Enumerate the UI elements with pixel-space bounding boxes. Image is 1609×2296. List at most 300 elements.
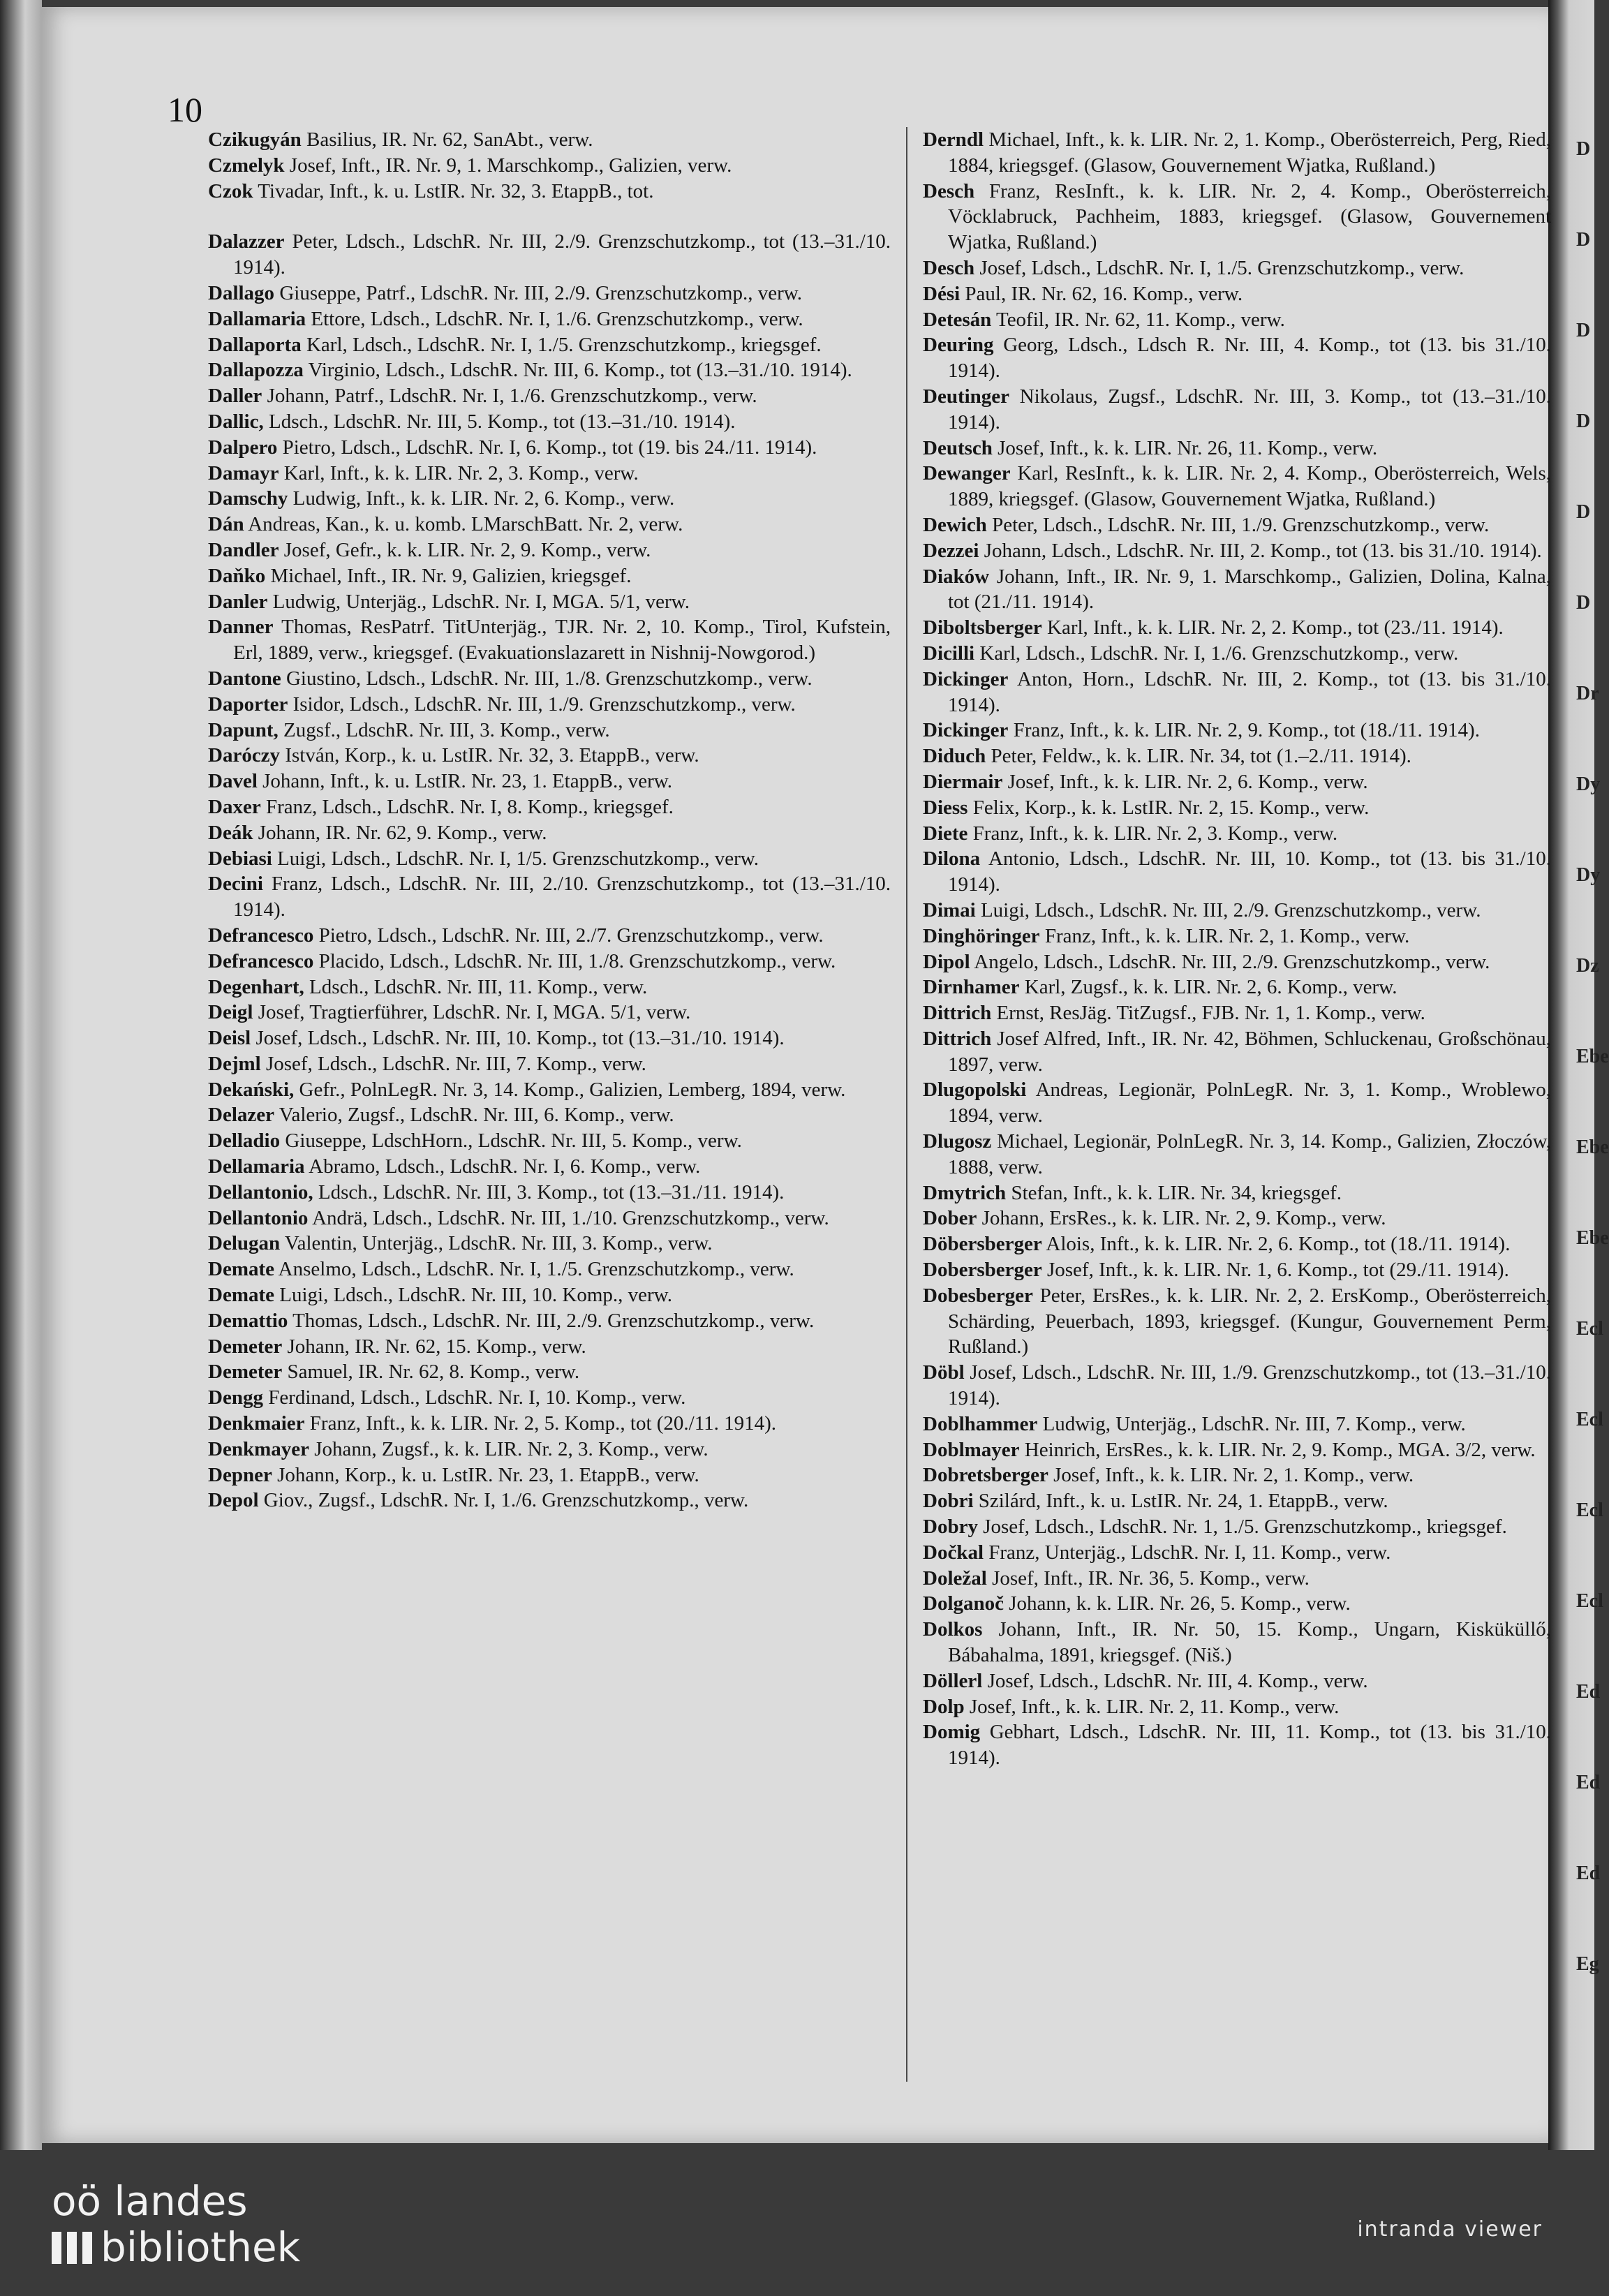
entry-surname: Defrancesco [208,924,314,947]
entry-surname: Diduch [923,745,986,768]
entry-details: Ernst, ResJäg. TitZugsf., FJB. Nr. 1, 1. Komp., verw. [996,1002,1425,1025]
entry-details: Johann, k. k. LIR. Nr. 26, 5. Komp., verw. [1009,1592,1351,1615]
list-entry [208,563,891,589]
entry-details: István, Korp., k. u. LstIR. Nr. 32, 3. EtappB., verw. [285,744,699,767]
list-entry [923,743,1551,769]
list-entry [923,667,1551,718]
entry-details: Josef, Inft., k. k. LIR. Nr. 26, 11. Komp., verw. [998,436,1378,459]
entry-details: Josef, Inft., IR. Nr. 9, 1. Marschkomp., Galizien, verw. [289,154,732,177]
list-entry [923,898,1551,924]
entry-details: Basilius, IR. Nr. 62, SanAbt., verw. [306,128,593,151]
entry-details: Samuel, IR. Nr. 62, 8. Komp., verw. [287,1361,580,1384]
next-page-fragment: D [1576,592,1591,614]
entry-details: Anton, Horn., LdschR. Nr. III, 2. Komp., tot (13. bis 31./10. 1914). [948,667,1551,716]
entry-details: Michael, Legionär, PolnLegR. Nr. 3, 14. Komp., Galizien, Złoczów, 1888, verw. [948,1130,1551,1178]
entry-details: Franz, Inft., k. k. LIR. Nr. 2, 1. Komp., verw. [1044,924,1410,947]
list-entry [923,1412,1551,1437]
next-page-fragment: Ed [1576,1862,1601,1884]
list-entry [923,924,1551,949]
entry-surname: Doležal [923,1567,987,1590]
next-page-fragment: Ed [1576,1681,1601,1703]
entry-details: Gebhart, Ldsch., LdschR. Nr. III, 11. Komp., tot (13. bis 31./10. 1914). [948,1721,1551,1770]
entry-details: Karl, Inft., k. k. LIR. Nr. 2, 3. Komp., verw. [283,461,639,484]
entry-surname: Desch [923,256,975,279]
entry-surname: Dirnhamer [923,976,1020,999]
entry-surname: Davel [208,770,258,793]
page-number: 10 [168,90,202,129]
next-page-fragment: Dy [1576,864,1601,886]
next-page-fragment: Ecl [1576,1590,1603,1612]
entry-details: Teofil, IR. Nr. 62, 11. Komp., verw. [996,308,1285,331]
entry-surname: Dmytrich [923,1181,1007,1204]
list-entry [208,769,891,794]
entry-surname: Demattio [208,1309,288,1332]
entry-details: Josef, Inft., k. k. LIR. Nr. 2, 11. Komp., verw. [969,1695,1340,1718]
entry-surname: Depner [208,1463,272,1486]
entry-details: Michael, Inft., k. k. LIR. Nr. 2, 1. Komp., Oberösterreich, Perg, Ried, 1884, kriegsgef. (Glasow, Gouvernement Wjatka, Rußland.) [948,128,1551,177]
list-entry [923,846,1551,898]
list-entry [208,229,891,281]
entry-details: Thomas, Ldsch., LdschR. Nr. III, 2./9. Grenzschutzkomp., verw. [292,1309,815,1332]
next-page-fragment: Ecl [1576,1499,1603,1521]
entry-surname: Dobri [923,1490,974,1513]
list-entry [923,1694,1551,1720]
entry-surname: Czikugyán [208,128,302,151]
entry-details: Pietro, Ldsch., LdschR. Nr. I, 6. Komp., tot (19. bis 24./11. 1914). [282,436,817,459]
entry-surname: Depol [208,1489,259,1512]
entry-details: Luigi, Ldsch., LdschR. Nr. III, 2./9. Grenzschutzkomp., verw. [980,898,1481,921]
list-entry [923,281,1551,307]
list-entry [923,1617,1551,1668]
next-page-fragment: D [1576,229,1591,251]
viewer-brand-label: intranda viewer [1357,2217,1543,2242]
entry-details: Nikolaus, Zugsf., LdschR. Nr. III, 3. Komp., tot (13.–31./10. 1914). [948,385,1552,434]
entry-surname: Dočkal [923,1541,984,1564]
entry-surname: Denkmaier [208,1412,305,1435]
entry-surname: Domig [923,1721,981,1744]
list-entry [923,1360,1551,1412]
list-entry [208,692,891,718]
entry-surname: Czok [208,179,253,202]
next-page-fragment: D [1576,501,1591,523]
book-spine-edge [0,0,42,2150]
right-column [923,127,1551,2096]
next-page-fragment: Ebe [1576,1046,1609,1067]
list-entry [208,846,891,872]
list-entry [208,409,891,435]
list-entry [923,538,1551,564]
entry-details: Johann, Zugsf., k. k. LIR. Nr. 2, 3. Komp., verw. [314,1437,709,1460]
list-entry [923,255,1551,281]
entry-details: Andreas, Kan., k. u. komb. LMarschBatt. Nr. 2, verw. [248,513,683,536]
entry-details: Placido, Ldsch., LdschR. Nr. III, 1./8. Grenzschutzkomp., verw. [318,949,836,972]
entry-surname: Dittrich [923,1002,992,1025]
entry-details: Giuseppe, Patrf., LdschR. Nr. III, 2./9. Grenzschutzkomp., verw. [279,281,803,304]
list-entry [923,332,1551,384]
list-entry [208,1462,891,1488]
list-entry [923,975,1551,1000]
list-entry [208,1102,891,1128]
entry-details: Tivadar, Inft., k. u. LstIR. Nr. 32, 3. EtappB., tot. [258,179,654,202]
list-entry [923,1437,1551,1463]
entry-surname: Delugan [208,1232,281,1255]
list-entry [208,1231,891,1257]
list-entry [208,357,891,383]
next-page-fragment: Ed [1576,1772,1601,1793]
logo-line-2 [52,2224,300,2270]
list-entry [208,1128,891,1154]
entry-surname: Dobretsberger [923,1464,1048,1487]
entry-surname: Derndl [923,128,984,151]
entry-surname: Dolkos [923,1618,983,1641]
entry-surname: Dolganoč [923,1592,1004,1615]
entry-details: Giuseppe, LdschHorn., LdschR. Nr. III, 5. Komp., verw. [285,1130,742,1153]
list-entry [923,1026,1551,1078]
list-entry [923,461,1551,512]
entry-details: Peter, Feldw., k. k. LIR. Nr. 34, tot (1.–2./11. 1914). [991,745,1411,768]
entry-surname: Demeter [208,1335,283,1358]
entry-details: Ferdinand, Ldsch., LdschR. Nr. I, 10. Komp., verw. [268,1386,686,1409]
entry-surname: Dezzei [923,539,979,562]
entry-surname: Daxer [208,795,261,818]
entry-details: Ldsch., LdschR. Nr. III, 5. Komp., tot (13.–31./10. 1914). [269,410,736,433]
entry-surname: Dewich [923,513,987,536]
list-entry [923,1488,1551,1514]
entry-details: Virginio, Ldsch., LdschR. Nr. III, 6. Komp., tot (13.–31./10. 1914). [308,359,852,382]
list-entry [208,614,891,666]
entry-details: Ludwig, Inft., k. k. LIR. Nr. 2, 6. Komp., verw. [292,487,675,510]
entry-surname: Diess [923,796,968,819]
list-entry [208,1077,891,1103]
entry-surname: Dicilli [923,642,975,665]
entry-surname: Deisl [208,1027,251,1050]
entry-surname: Dalpero [208,436,278,459]
entry-details: Valentin, Unterjäg., LdschR. Nr. III, 3. Komp., verw. [284,1232,713,1255]
entry-details: Ludwig, Unterjäg., LdschR. Nr. I, MGA. 5/1, verw. [272,590,690,613]
entry-surname: Dallaporta [208,333,302,356]
list-entry [923,436,1551,461]
next-page-fragment: Eg [1576,1953,1599,1975]
entry-surname: Dalazzer [208,230,285,253]
list-entry [923,769,1551,795]
entry-surname: Dallapozza [208,359,304,382]
entry-details: Josef, Ldsch., LdschR. Nr. III, 10. Komp., tot (13.–31./10. 1914). [255,1027,785,1050]
entry-surname: Dellantonio [208,1206,309,1229]
list-entry [923,1719,1551,1771]
next-page-fragment: Ebe [1576,1227,1609,1249]
entry-surname: Decini [208,873,263,896]
list-entry [923,1257,1551,1283]
next-page-fragment: Ecl [1576,1409,1603,1430]
entry-details: Andreas, Legionär, PolnLegR. Nr. 3, 1. Komp., Wroblewo, 1894, verw. [948,1079,1551,1127]
entry-surname: Daporter [208,692,288,716]
entry-surname: Diete [923,822,968,845]
entry-surname: Desch [923,179,975,202]
list-entry [923,718,1551,743]
list-entry [208,794,891,820]
next-page-fragment: D [1576,138,1591,160]
list-entry [208,1437,891,1462]
entry-details: Johann, Inft., k. u. LstIR. Nr. 23, 1. EtappB., verw. [262,770,673,793]
entry-surname: Degenhart, [208,975,304,998]
list-entry [923,307,1551,333]
entry-surname: Denkmayer [208,1437,309,1460]
entry-details: Felix, Korp., k. k. LstIR. Nr. 2, 15. Komp., verw. [972,796,1370,819]
entry-details: Gefr., PolnLegR. Nr. 3, 14. Komp., Galizien, Lemberg, 1894, verw. [299,1078,846,1101]
entry-details: Josef Alfred, Inft., IR. Nr. 42, Böhmen, Schluckenau, Großschönau, 1897, verw. [948,1027,1552,1076]
entry-details: Georg, Ldsch., Ldsch R. Nr. III, 4. Komp., tot (13. bis 31./10. 1914). [948,334,1551,383]
entry-details: Luigi, Ldsch., LdschR. Nr. I, 1/5. Grenzschutzkomp., verw. [277,847,759,870]
logo-line-2-text: bibliothek [101,2223,301,2271]
list-entry [208,461,891,487]
entry-details: Zugsf., LdschR. Nr. III, 3. Komp., verw. [283,718,610,741]
list-entry [923,615,1551,641]
entry-details: Johann, Korp., k. u. LstIR. Nr. 23, 1. EtappB., verw. [277,1463,699,1486]
entry-details: Anselmo, Ldsch., LdschR. Nr. I, 1./5. Grenzschutzkomp., verw. [278,1258,794,1281]
list-entry [208,486,891,512]
entry-details: Johann, IR. Nr. 62, 9. Komp., verw. [258,821,547,844]
entry-surname: Delladio [208,1130,281,1153]
entry-surname: Deutinger [923,385,1010,408]
entry-surname: Debiasi [208,847,272,870]
entry-details: Peter, Ldsch., LdschR. Nr. III, 1./9. Grenzschutzkomp., verw. [992,513,1490,536]
entry-details: Peter, Ldsch., LdschR. Nr. III, 2./9. Grenzschutzkomp., tot (13.–31./10. 1914). [233,230,891,279]
next-page-fragment: Dy [1576,773,1601,795]
entry-details: Ettore, Ldsch., LdschR. Nr. I, 1./6. Grenzschutzkomp., verw. [311,307,803,330]
entry-surname: Dallamaria [208,307,306,330]
entry-surname: Dallago [208,281,275,304]
entry-surname: Dellantonio, [208,1180,313,1203]
list-entry [923,1540,1551,1566]
entry-details: Josef, Tragtierführer, LdschR. Nr. I, MGA. 5/1, verw. [258,1001,691,1024]
entry-surname: Diermair [923,770,1003,793]
entry-surname: Döbersberger [923,1233,1042,1256]
entry-details: Johann, Patrf., LdschR. Nr. I, 1./6. Grenzschutzkomp., verw. [267,385,757,408]
entry-details: Franz, ResInft., k. k. LIR. Nr. 2, 4. Komp., Oberösterreich, Vöcklabruck, Pachheim, 1883, kriegsgef. (Glasow, Gouvernement Wjatka, Rußland.) [948,179,1552,254]
entry-surname: Daňko [208,564,266,587]
entry-details: Karl, ResInft., k. k. LIR. Nr. 2, 4. Komp., Oberösterreich, Wels, 1889, kriegsgef. (Glasow, Gouvernement Wjatka, Rußland.) [948,462,1552,511]
entry-surname: Döllerl [923,1669,983,1692]
entry-details: Josef, Inft., k. k. LIR. Nr. 2, 1. Komp., verw. [1053,1464,1414,1487]
next-page-fragment: D [1576,320,1591,341]
entry-details: Szilárd, Inft., k. u. LstIR. Nr. 24, 1. EtappB., verw. [978,1490,1388,1513]
list-entry [208,1051,891,1077]
entry-surname: Dapunt, [208,718,279,741]
entry-details: Paul, IR. Nr. 62, 16. Komp., verw. [965,282,1243,305]
entry-surname: Diboltsberger [923,616,1042,639]
list-entry [208,1000,891,1025]
list-entry [923,127,1551,179]
entry-surname: Doblhammer [923,1412,1038,1435]
logo-line-1: oö landes [52,2177,248,2225]
list-entry [923,1000,1551,1026]
list-entry [208,871,891,923]
entry-details: Karl, Ldsch., LdschR. Nr. I, 1./6. Grenzschutzkomp., verw. [979,642,1459,665]
entry-surname: Deigl [208,1001,253,1024]
entry-details: Josef, Inft., IR. Nr. 36, 5. Komp., verw. [992,1567,1310,1590]
entry-details: Valerio, Zugsf., LdschR. Nr. III, 6. Komp., verw. [279,1104,674,1127]
entry-details: Franz, Inft., k. k. LIR. Nr. 2, 5. Komp., tot (20./11. 1914). [309,1412,777,1435]
entry-surname: Dési [923,282,961,305]
list-entry [208,153,891,179]
next-page-fragment: Dz [1576,955,1599,977]
logo-bars-icon [52,2232,92,2264]
entry-surname: Dobry [923,1516,978,1539]
list-entry [923,1231,1551,1257]
list-entry [923,949,1551,975]
entry-details: Josef, Ldsch., LdschR. Nr. III, 7. Komp., verw. [265,1052,646,1075]
entry-surname: Dán [208,513,244,536]
list-entry [208,1488,891,1513]
list-entry [208,1206,891,1231]
entry-details: Andrä, Ldsch., LdschR. Nr. III, 1./10. Grenzschutzkomp., verw. [312,1206,829,1229]
list-entry [208,179,891,205]
entry-surname: Doblmayer [923,1438,1020,1461]
entry-details: Peter, ErsRes., k. k. LIR. Nr. 2, 2. ErsKomp., Oberösterreich, Schärding, Peuerbach, 1893, kriegsgef. (Kungur, Gouvernement Perm, Rußland.) [948,1284,1551,1358]
list-entry [208,1025,891,1051]
list-entry [208,306,891,332]
entry-details: Abramo, Ldsch., LdschR. Nr. I, 6. Komp., verw. [309,1155,701,1178]
entry-surname: Dlugopolski [923,1079,1027,1102]
entry-details: Giov., Zugsf., LdschR. Nr. I, 1./6. Grenzschutzkomp., verw. [263,1489,749,1512]
entry-surname: Dewanger [923,462,1011,485]
list-entry [923,384,1551,436]
list-entry [923,1462,1551,1488]
entry-details: Franz, Ldsch., LdschR. Nr. I, 8. Komp., kriegsgef. [265,795,674,818]
list-entry [208,332,891,358]
entry-details: Stefan, Inft., k. k. LIR. Nr. 34, kriegsgef. [1011,1181,1342,1204]
entry-surname: Dipol [923,950,970,973]
next-page-fragment: D [1576,410,1591,432]
column-divider [906,127,907,2082]
list-entry [208,1411,891,1437]
entry-details: Johann, Inft., IR. Nr. 50, 15. Komp., Ungarn, Kisküküllő, Bábahalma, 1891, kriegsgef. (Niš.) [948,1618,1551,1667]
entry-details: Michael, Inft., IR. Nr. 9, Galizien, kriegsgef. [270,564,632,587]
entry-surname: Deák [208,821,253,844]
entry-surname: Döbl [923,1361,965,1384]
entry-surname: Dantone [208,667,281,690]
entry-details: Thomas, ResPatrf. TitUnterjäg., TJR. Nr. 2, 10. Komp., Tirol, Kufstein, Erl, 1889, verw., kriegsgef. (Evakuationslazarett in Nishnij-Nowgorod.) [233,616,891,665]
entry-surname: Dellamaria [208,1155,305,1178]
list-entry [208,383,891,409]
list-entry [208,718,891,743]
list-entry [208,949,891,975]
entry-surname: Dober [923,1207,977,1230]
entry-surname: Dlugosz [923,1130,992,1153]
list-entry [208,435,891,461]
list-entry [923,795,1551,821]
entry-details: Karl, Ldsch., LdschR. Nr. I, 1./5. Grenzschutzkomp., kriegsgef. [306,333,822,356]
entry-details: Karl, Zugsf., k. k. LIR. Nr. 2, 6. Komp., verw. [1024,976,1397,999]
list-entry [208,1334,891,1360]
library-logo[interactable] [52,2178,300,2270]
list-entry [208,1359,891,1385]
entry-surname: Dickinger [923,719,1009,742]
entry-surname: Danner [208,616,274,639]
entry-surname: Demate [208,1284,275,1307]
entry-surname: Dobersberger [923,1259,1042,1282]
list-entry [923,1283,1551,1360]
entry-surname: Dinghöringer [923,924,1040,947]
entry-details: Luigi, Ldsch., LdschR. Nr. III, 10. Komp., verw. [279,1284,672,1307]
entry-surname: Daller [208,385,262,408]
list-entry [923,641,1551,667]
entry-surname: Dallic, [208,410,264,433]
entry-details: Franz, Unterjäg., LdschR. Nr. I, 11. Komp., verw. [988,1541,1391,1564]
entry-surname: Dimai [923,898,976,921]
entry-surname: Dickinger [923,667,1009,690]
entry-details: Johann, Inft., IR. Nr. 9, 1. Marschkomp., Galizien, Dolina, Kalna, tot (21./11. 1914). [948,565,1551,614]
entry-details: Giustino, Ldsch., LdschR. Nr. III, 1./8. Grenzschutzkomp., verw. [286,667,813,690]
list-entry [208,743,891,769]
entry-details: Franz, Inft., k. k. LIR. Nr. 2, 9. Komp., tot (18./11. 1914). [1013,719,1480,742]
entry-surname: Dilona [923,847,981,871]
entry-details: Josef, Gefr., k. k. LIR. Nr. 2, 9. Komp., verw. [283,538,651,561]
entry-details: Karl, Inft., k. k. LIR. Nr. 2, 2. Komp., tot (23./11. 1914). [1047,616,1504,639]
list-entry [923,1180,1551,1206]
entry-surname: Defrancesco [208,949,314,972]
entry-details: Franz, Ldsch., LdschR. Nr. III, 2./10. Grenzschutzkomp., tot (13.–31./10. 1914). [233,873,891,921]
list-entry [923,821,1551,847]
entry-details: Pietro, Ldsch., LdschR. Nr. III, 2./7. Grenzschutzkomp., verw. [318,924,824,947]
list-entry [208,975,891,1000]
entry-surname: Detesán [923,308,992,331]
list-entry [208,512,891,538]
list-entry [923,179,1551,255]
list-entry [208,281,891,306]
entry-surname: Deuring [923,334,994,357]
list-entry [208,1154,891,1180]
entry-details: Johann, ErsRes., k. k. LIR. Nr. 2, 9. Komp., verw. [981,1207,1386,1230]
next-page-fragment: Dr [1576,683,1599,704]
list-entry [923,1514,1551,1540]
entry-surname: Dittrich [923,1027,992,1050]
entry-details: Alois, Inft., k. k. LIR. Nr. 2, 6. Komp., tot (18./11. 1914). [1046,1233,1511,1256]
list-entry [923,1668,1551,1694]
entry-surname: Delazer [208,1104,274,1127]
list-entry [208,538,891,563]
entry-surname: Deutsch [923,436,993,459]
entry-details: Johann, Ldsch., LdschR. Nr. III, 2. Komp., tot (13. bis 31./10. 1914). [984,539,1542,562]
list-entry [923,1206,1551,1231]
next-page-edge [1548,0,1609,2150]
next-page-fragment: Ecl [1576,1318,1603,1340]
entry-details: Ldsch., LdschR. Nr. III, 3. Komp., tot (13.–31./11. 1914). [318,1180,785,1203]
list-entry [208,666,891,692]
list-entry [208,1282,891,1308]
entry-surname: Dandler [208,538,279,561]
list-entry [208,1257,891,1282]
list-entry [208,820,891,846]
entry-surname: Damschy [208,487,288,510]
list-entry [923,1591,1551,1617]
entry-details: Josef, Inft., k. k. LIR. Nr. 1, 6. Komp., tot (29./11. 1914). [1046,1259,1509,1282]
entry-surname: Dejml [208,1052,261,1075]
entry-details: Angelo, Ldsch., LdschR. Nr. III, 2./9. Grenzschutzkomp., verw. [974,950,1490,973]
list-entry [208,589,891,615]
entry-details: Isidor, Ldsch., LdschR. Nr. III, 1./9. Grenzschutzkomp., verw. [292,692,796,716]
entry-details: Josef, Ldsch., LdschR. Nr. III, 4. Komp., verw. [987,1669,1368,1692]
entry-details: Franz, Inft., k. k. LIR. Nr. 2, 3. Komp., verw. [972,822,1338,845]
entry-details: Josef, Ldsch., LdschR. Nr. 1, 1./5. Grenzschutzkomp., kriegsgef. [983,1516,1507,1539]
entry-surname: Dengg [208,1386,263,1409]
entry-surname: Czmelyk [208,154,285,177]
left-column [208,127,891,2096]
next-page-fragment: Ebe [1576,1136,1609,1158]
list-entry [208,923,891,949]
list-entry [923,1077,1551,1129]
list-entry [923,1566,1551,1592]
